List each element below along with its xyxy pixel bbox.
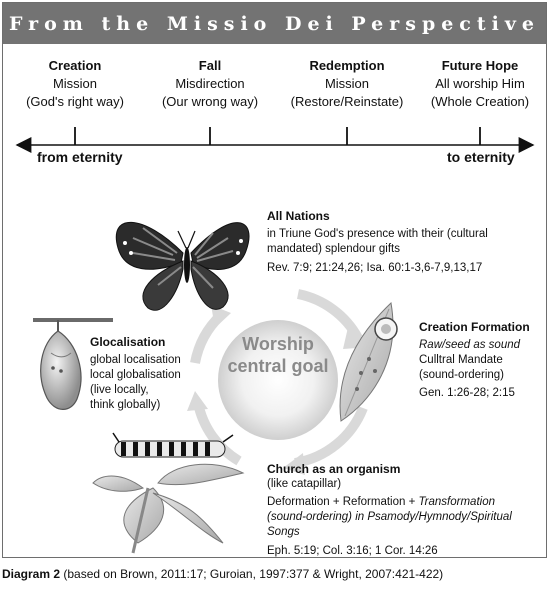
diagram-caption bbox=[2, 567, 443, 581]
timeline-end-label: to eternity bbox=[447, 149, 515, 165]
center-goal-label: Worship central goal bbox=[227, 334, 329, 376]
timeline-start-label: from eternity bbox=[37, 149, 123, 165]
diagram-frame bbox=[2, 2, 547, 558]
caption-text: (based on Brown, 2011:17; Guroian, 1997:377 & Wright, 2007:421-422) bbox=[60, 567, 444, 581]
all-nations-block: All Nations in Triune God's presence with their (cultural mandated) splendour gifts Rev. 7:9; 21:24,26; Isa. 60:1-3,6-7,9,13,17 bbox=[267, 209, 488, 274]
butterfly-icon bbox=[116, 222, 249, 310]
cycle-arrowhead-bottom-left bbox=[187, 391, 208, 411]
glocalisation-block: Glocalisation global localisation local globalisation (live locally, think globally) bbox=[90, 335, 181, 411]
diagram-title: From the Missio Dei Perspective bbox=[3, 3, 546, 44]
stage-redemption: Redemption Mission (Restore/Reinstate) bbox=[290, 58, 404, 109]
caption-label: Diagram 2 bbox=[2, 567, 61, 581]
stage-future-hope: Future Hope All worship Him (Whole Creation) bbox=[430, 58, 530, 109]
stage-fall: Fall Misdirection (Our wrong way) bbox=[161, 58, 259, 109]
creation-formation-block: Creation Formation Raw/seed as sound Culltral Mandate (sound-ordering) Gen. 1:26-28; 2:15 bbox=[419, 320, 530, 399]
caterpillar-icon bbox=[93, 433, 243, 553]
stage-creation: Creation Mission (God's right way) bbox=[26, 58, 124, 109]
church-organism-block: Church as an organism (like catapillar) Deformation + Reformation + Transformation (sound-ordering) in Psamody/Hymnody/Spiritual Songs Eph. 5:19; Col. 3:16; 1 Cor. 14:26 bbox=[267, 462, 512, 557]
